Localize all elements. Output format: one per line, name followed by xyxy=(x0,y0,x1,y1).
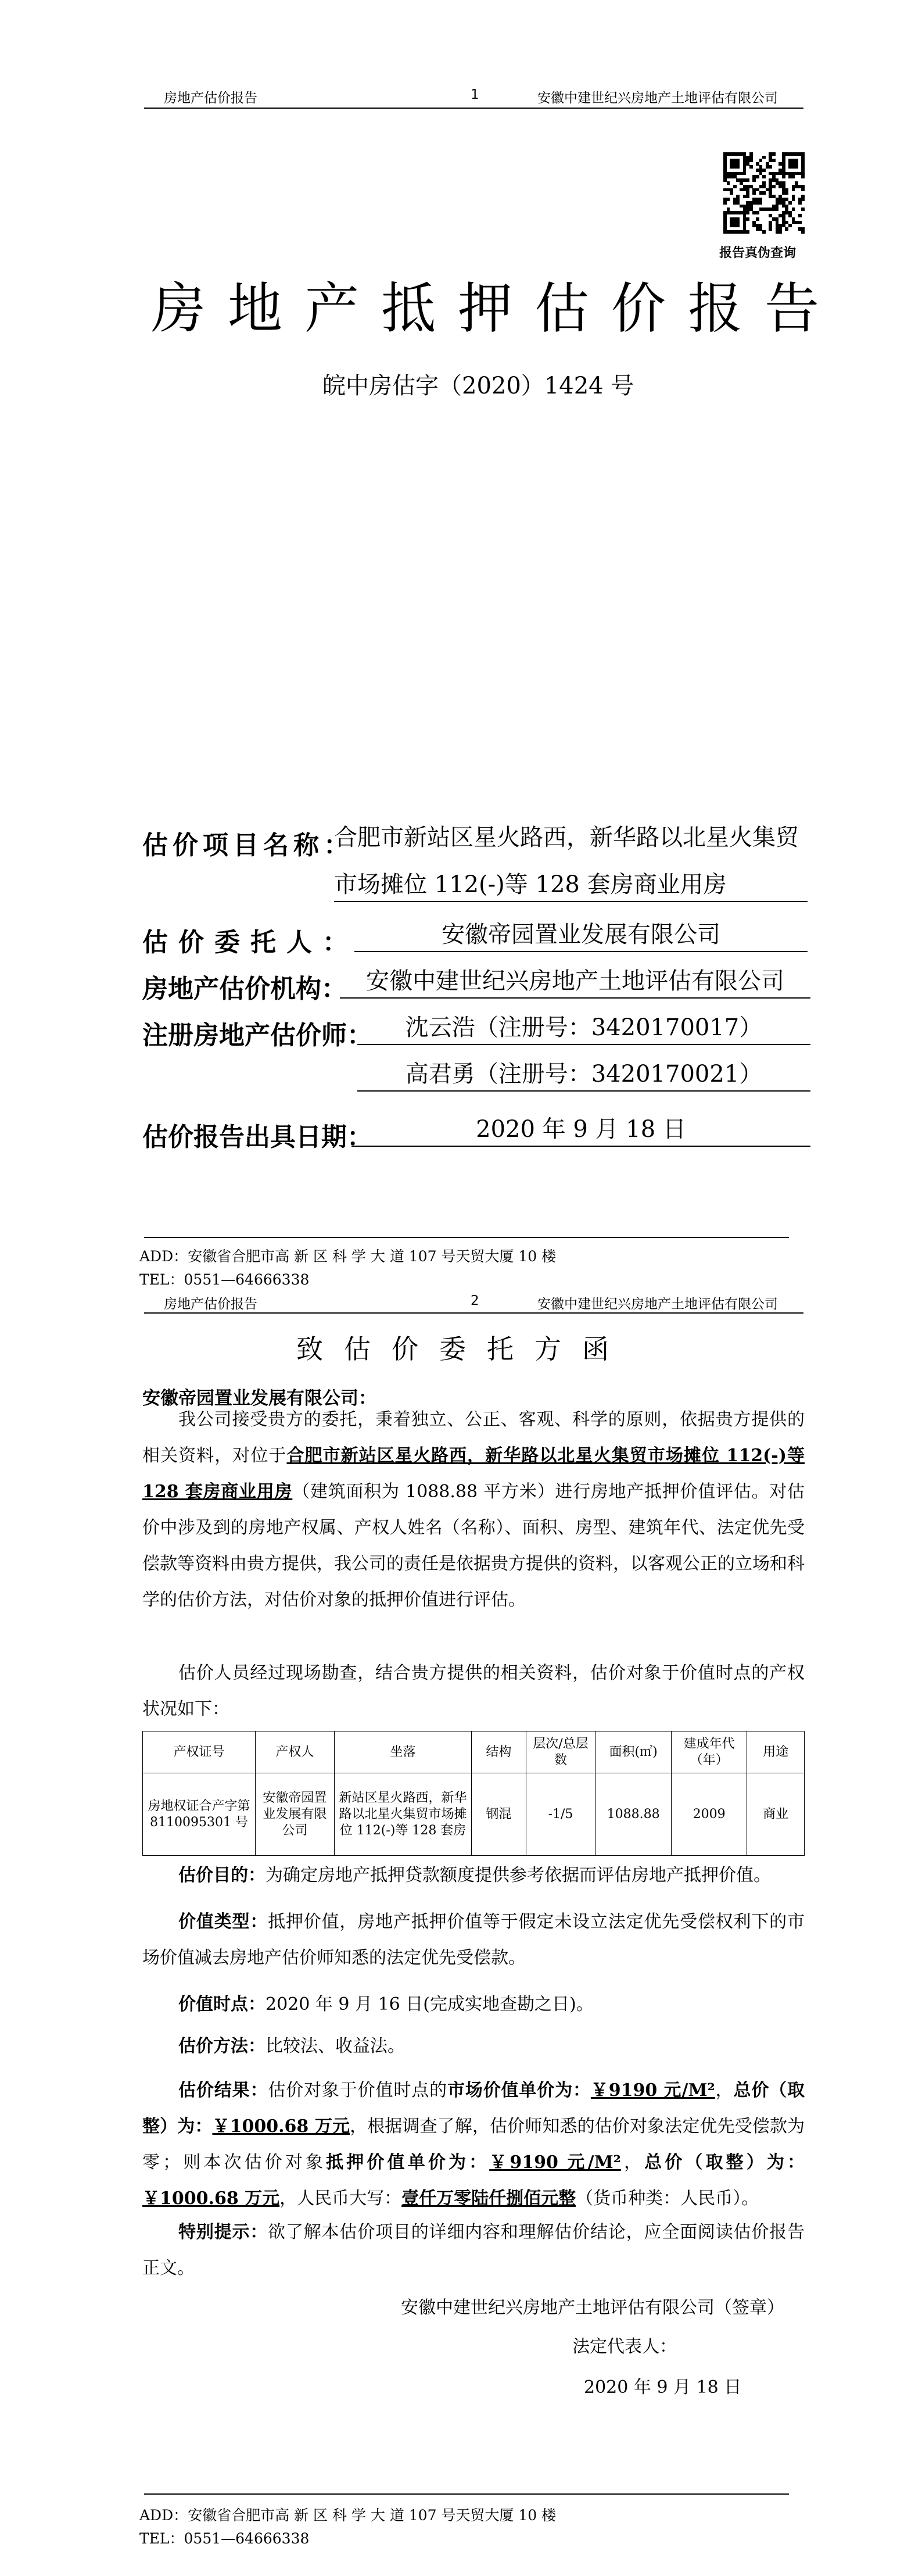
project-value-line-1: 合肥市新站区星火路西，新华路以北星火集贸 xyxy=(334,824,799,851)
qr-module xyxy=(762,230,766,234)
signature-company: 安徽中建世纪兴房地产土地评估有限公司（签章） xyxy=(401,2298,784,2318)
table-cell: 安徽帝园置业发展有限公司 xyxy=(256,1773,335,1856)
signature-date: 2020 年 9 月 18 日 xyxy=(584,2377,742,2398)
qr-module xyxy=(779,230,782,234)
report-title: 房地产抵押估价报告 xyxy=(151,277,842,341)
addressee: 安徽帝园置业发展有限公司： xyxy=(142,1388,376,1409)
qr-module xyxy=(746,211,749,214)
purpose-paragraph xyxy=(142,1858,805,1894)
note-text: 欲了解本估价项目的详细内容和理解估价结论，应全面阅读估价报告正文。 xyxy=(142,2222,805,2278)
header-right: 安徽中建世纪兴房地产土地评估有限公司 xyxy=(537,91,778,106)
appraiser-1: 沈云浩（注册号：3420170017） xyxy=(357,1011,810,1045)
method-text: 比较法、收益法。 xyxy=(266,2036,405,2056)
intro-property: 合肥市新站区星火路西，新华路以北星火集贸市场摊位 112(-)等 128 套房商业用房 xyxy=(142,1446,805,1502)
note-paragraph xyxy=(142,2214,805,2287)
value-type-paragraph xyxy=(142,1904,805,1976)
qr-module xyxy=(769,165,772,169)
qr-module xyxy=(727,181,730,185)
table-cell: 2009 xyxy=(671,1773,747,1856)
qr-module xyxy=(749,159,753,162)
qr-module xyxy=(746,217,749,221)
qr-module xyxy=(762,169,766,172)
table-header: 结构 xyxy=(472,1731,526,1773)
qr-module xyxy=(756,217,759,221)
qr-module xyxy=(756,211,759,214)
date-label: 估价报告出具日期： xyxy=(142,1122,372,1152)
org-value: 安徽中建世纪兴房地产土地评估有限公司 xyxy=(340,965,810,999)
qr-module xyxy=(730,191,733,195)
qr-module xyxy=(788,201,792,205)
qr-module xyxy=(801,230,805,234)
amount-in-words: 壹仟万零陆仟捌佰元整 xyxy=(401,2188,576,2209)
appraiser-2: 高君勇（注册号：3420170021） xyxy=(357,1058,810,1092)
qr-module xyxy=(785,227,788,231)
table-header-row xyxy=(143,1731,805,1773)
note-label: 特别提示： xyxy=(178,2222,268,2242)
footer-address: ADD：安徽省合肥市高 新 区 科 学 大 道 107 号天贸大厦 10 楼 xyxy=(139,2507,557,2524)
purpose-label: 估价目的： xyxy=(178,1865,266,1886)
qr-module xyxy=(795,165,798,169)
qr-module xyxy=(801,175,805,178)
value-time-label: 价值时点： xyxy=(178,1994,266,2015)
footer-address: ADD：安徽省合肥市高 新 区 科 学 大 道 107 号天贸大厦 10 楼 xyxy=(139,1248,557,1265)
footer-rule xyxy=(144,2493,789,2495)
qr-module xyxy=(746,195,749,198)
property-table xyxy=(142,1731,805,1856)
header-page-number: 2 xyxy=(471,1293,479,1308)
qr-module xyxy=(769,227,772,231)
date-value: 2020 年 9 月 18 日 xyxy=(351,1113,810,1147)
qr-module xyxy=(772,159,776,162)
qr-module xyxy=(736,224,740,227)
value-time-text: 2020 年 9 月 16 日(完成实地查勘之日)。 xyxy=(266,1994,594,2015)
org-label: 房地产估价机构： xyxy=(142,974,347,1004)
header-page-number: 1 xyxy=(471,87,479,102)
qr-module xyxy=(772,152,776,156)
result-paragraph xyxy=(142,2073,805,2217)
qr-module xyxy=(762,175,766,178)
qr-module xyxy=(752,178,756,182)
header-rule xyxy=(144,1312,803,1314)
qr-module xyxy=(798,214,802,217)
table-header: 产权证号 xyxy=(143,1731,256,1773)
qr-module xyxy=(772,185,776,188)
qr-module xyxy=(756,175,759,178)
mortgage-total-price: ￥1000.68 万元 xyxy=(142,2188,280,2209)
result-text: （货币种类：人民币）。 xyxy=(576,2188,759,2209)
table-cell: 商业 xyxy=(747,1773,805,1856)
qr-module xyxy=(801,198,805,201)
table-row xyxy=(143,1773,805,1856)
qr-module xyxy=(798,201,802,205)
qr-module xyxy=(762,156,766,159)
qr-module xyxy=(743,172,747,176)
result-text-bold: 抵押价值单价为： xyxy=(326,2152,490,2173)
result-text: ，人民币大写： xyxy=(279,2188,402,2209)
result-text: 估价对象于价值时点的 xyxy=(268,2080,447,2101)
table-header: 层次/总层数 xyxy=(526,1731,595,1773)
header-rule xyxy=(144,108,803,109)
qr-module xyxy=(727,198,730,201)
qr-module xyxy=(746,178,749,182)
table-cell: 钢混 xyxy=(472,1773,526,1856)
client-value: 安徽帝园置业发展有限公司 xyxy=(354,918,808,952)
report-number: 皖中房估字（2020）1424 号 xyxy=(322,373,634,399)
result-text: ，根据调查了解，估价师知悉的估价对象法定优先受偿款为零；则本次估价对象 xyxy=(142,2116,805,2173)
result-label: 估价结果： xyxy=(178,2080,268,2101)
qr-code-icon[interactable] xyxy=(723,152,805,234)
letter-title: 致估价委托方函 xyxy=(296,1333,630,1365)
result-text: ， xyxy=(620,2152,645,2173)
footer-tel: TEL：0551—64666338 xyxy=(139,1271,310,1288)
table-header: 用途 xyxy=(747,1731,805,1773)
qr-module xyxy=(736,165,740,169)
footer-rule xyxy=(144,1237,789,1238)
qr-module xyxy=(792,188,795,192)
qr-module xyxy=(785,191,788,195)
method-label: 估价方法： xyxy=(178,2036,266,2056)
intro-text-a: 我公司接受贵方的委托，秉着独立、公正、客观、科学的原则，依据贵方提供的相关资料，对位于 xyxy=(142,1409,805,1466)
project-label: 估价项目名称： xyxy=(142,831,354,860)
table-header: 面积(㎡) xyxy=(595,1731,671,1773)
header-left: 房地产估价报告 xyxy=(164,1297,257,1312)
result-text: ， xyxy=(715,2080,734,2101)
market-total-price: ￥1000.68 万元 xyxy=(212,2116,350,2137)
table-cell: 房地权证合产字第 8110095301 号 xyxy=(143,1773,256,1856)
qr-module xyxy=(776,207,779,211)
table-header: 坐落 xyxy=(334,1731,471,1773)
purpose-text: 为确定房地产抵押贷款额度提供参考依据而评估房地产抵押价值。 xyxy=(266,1865,771,1886)
survey-paragraph: 估价人员经过现场勘查，结合贵方提供的相关资料，估价对象于价值时点的产权状况如下： xyxy=(142,1663,805,1719)
qr-caption: 报告真伪查询 xyxy=(719,246,797,260)
result-text-bold: 总价（取整）为： xyxy=(142,2080,805,2137)
qr-module xyxy=(798,221,802,224)
result-text-bold: 市场价值单价为： xyxy=(447,2080,591,2101)
qr-module xyxy=(782,175,785,178)
intro-text-c: （建筑面积为 1088.88 平方米）进行房地产抵押价值评估。对估价中涉及到的房地产权属、产权人姓名（名称）、面积、房型、建筑年代、法定优先受偿款等资料由贵方提供，我公司的责任是依据贵方提供的资料，以客观公正的立场和科学的估价方法，对估价对象的抵押价值进行评估。 xyxy=(142,1482,805,1610)
qr-module xyxy=(792,207,795,211)
value-type-text: 抵押价值，房地产抵押价值等于假定未设立法定优先受偿权利下的市场价值减去房地产估价师知悉的法定优先受偿款。 xyxy=(142,1912,805,1968)
qr-module xyxy=(801,207,805,211)
qr-module xyxy=(792,198,795,201)
qr-module xyxy=(801,188,805,192)
table-header: 产权人 xyxy=(256,1731,335,1773)
qr-module xyxy=(759,159,763,162)
signature-representative: 法定代表人： xyxy=(572,2337,677,2357)
market-unit-price: ￥9190 元/M² xyxy=(590,2080,715,2101)
intro-paragraph xyxy=(142,1402,805,1618)
value-time-paragraph xyxy=(142,1987,805,2023)
qr-module xyxy=(733,185,737,188)
project-value-line-2: 市场摊位 112(-)等 128 套房商业用房 xyxy=(334,868,808,902)
qr-module xyxy=(723,201,727,205)
header-right: 安徽中建世纪兴房地产土地评估有限公司 xyxy=(537,1297,778,1312)
value-type-label: 价值类型： xyxy=(178,1912,268,1932)
qr-module xyxy=(749,165,753,169)
qr-module xyxy=(792,175,795,178)
client-label: 估价委托人： xyxy=(142,928,358,957)
table-cell: -1/5 xyxy=(526,1773,595,1856)
appraiser-label: 注册房地产估价师： xyxy=(142,1021,372,1050)
qr-module xyxy=(752,191,756,195)
qr-module xyxy=(762,191,766,195)
table-header: 建成年代（年） xyxy=(671,1731,747,1773)
qr-module xyxy=(746,230,749,234)
qr-module xyxy=(788,224,792,227)
result-text-bold: 总价（取整）为： xyxy=(644,2152,805,2173)
qr-module xyxy=(759,201,763,205)
mortgage-unit-price: ￥9190 元/M² xyxy=(489,2152,621,2173)
method-paragraph xyxy=(142,2028,805,2065)
table-cell: 1088.88 xyxy=(595,1773,671,1856)
footer-tel: TEL：0551—64666338 xyxy=(139,2530,310,2547)
table-cell: 新站区星火路西，新华路以北星火集贸市场摊位 112(-)等 128 套房 xyxy=(334,1773,471,1856)
header-left: 房地产估价报告 xyxy=(164,91,257,106)
